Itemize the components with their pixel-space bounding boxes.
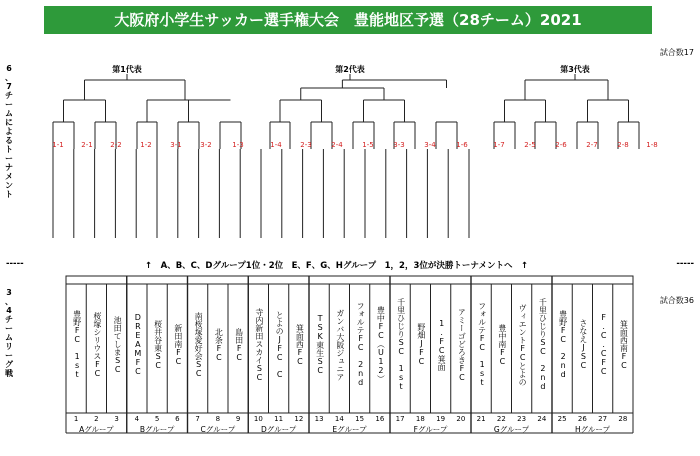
team-name: 豊野FC 1st <box>72 310 82 379</box>
slot-label: 1-2 <box>140 141 152 149</box>
slot-label: 3-1 <box>170 141 182 149</box>
team-number: 2 <box>94 415 99 423</box>
team-name: ヴィエントFCとよの <box>518 303 528 386</box>
team-name: さなえJSC <box>578 319 588 370</box>
slot-label: 3-2 <box>200 141 212 149</box>
team-number: 16 <box>375 415 385 423</box>
team-name: 桜井谷東SC <box>153 319 163 370</box>
team-name: とよのJFC C <box>275 310 285 379</box>
slot-label: 1-1 <box>52 141 64 149</box>
slot-label: 2-6 <box>555 141 567 149</box>
team-number: 28 <box>618 415 628 423</box>
team-name: 島田FC <box>234 327 244 362</box>
slot-label: 1-5 <box>362 141 374 149</box>
team-name: 豊中FC（U12） <box>376 306 386 383</box>
team-name: 南桜塚愛好会SC <box>194 311 204 378</box>
team-number: 8 <box>215 415 221 423</box>
team-name: 池田てしまSC <box>113 315 123 374</box>
slot-label: 3-4 <box>424 141 436 149</box>
slot-label: 2-4 <box>331 141 343 149</box>
group-label: Fグループ <box>413 425 448 434</box>
team-number: 3 <box>114 415 119 423</box>
team-number: 11 <box>274 415 284 423</box>
slot-label: 1-4 <box>270 141 282 149</box>
slot-label: 2-8 <box>617 141 629 149</box>
team-name: 野畑JFC <box>416 323 426 366</box>
team-name: 千里ひじりSC 1st <box>396 298 406 391</box>
slot-label: 1-8 <box>646 141 658 149</box>
team-number: 1 <box>73 415 79 423</box>
group-label: Hグループ <box>574 425 611 434</box>
group-label: Cグループ <box>200 425 236 434</box>
representative-1-label: 第1代表 <box>112 65 142 74</box>
team-name: フォルテFC 2nd <box>356 302 366 387</box>
team-name: 桜塚シリウスFC <box>92 311 102 378</box>
team-number: 6 <box>175 415 180 423</box>
slot-label: 2-5 <box>524 141 536 149</box>
slot-label: 2-7 <box>586 141 598 149</box>
team-name: DREAMFC <box>133 313 143 376</box>
team-name: 新田南FC <box>173 323 183 366</box>
team-number: 23 <box>517 415 527 423</box>
slot-label: 2-1 <box>81 141 93 149</box>
team-name: 北条FC <box>214 327 224 362</box>
team-name: 寺内新田スカイSC <box>254 307 264 382</box>
team-number: 15 <box>355 415 365 423</box>
team-number: 9 <box>235 415 241 423</box>
team-name: 1.FC箕面 <box>437 318 447 371</box>
team-number: 20 <box>456 415 466 423</box>
team-name: F.C.CFC <box>599 313 609 376</box>
group-label: Aグループ <box>79 425 114 434</box>
team-number: 19 <box>436 415 446 423</box>
team-number: 7 <box>195 415 200 423</box>
team-name: ガンバ大阪ジュニア <box>335 308 345 381</box>
team-name: アミーゴどろきFC <box>457 307 467 382</box>
tournament-section-label: 6 、 7 チ ー ム に よ る ト ー ナ メ ン ト <box>5 64 13 199</box>
team-number: 10 <box>253 415 263 423</box>
team-number: 22 <box>496 415 506 423</box>
slot-label: 1-7 <box>493 141 505 149</box>
representative-2-label: 第2代表 <box>335 65 365 74</box>
team-number: 25 <box>557 415 567 423</box>
team-number: 26 <box>577 415 587 423</box>
team-name: 箕面西南FC <box>619 319 629 370</box>
representative-3-label: 第3代表 <box>560 65 590 74</box>
league-section-label: 3 、 4 チ ー ム リ ー グ 戦 <box>5 288 13 378</box>
team-number: 14 <box>334 415 344 423</box>
slot-label: 2-2 <box>110 141 122 149</box>
team-name: 箕面西FC <box>295 323 305 366</box>
group-label: Dグループ <box>261 425 297 434</box>
slot-label: 2-3 <box>300 141 312 149</box>
top-match-count: 試合数17 <box>659 48 694 57</box>
page-title: 大阪府小学生サッカー選手権大会 豊能地区予選（28チーム）2021 <box>44 6 652 34</box>
group-label: Bグループ <box>139 425 175 434</box>
team-number: 12 <box>294 415 304 423</box>
team-number: 18 <box>415 415 425 423</box>
slot-label: 1-3 <box>232 141 244 149</box>
advancement-note <box>0 259 700 273</box>
team-name: 豊中南FC <box>497 323 507 366</box>
slot-label: 3-3 <box>393 141 405 149</box>
dashes-left: ----- <box>6 259 24 269</box>
team-number: 21 <box>476 415 486 423</box>
team-name: 豊野FC 2nd <box>558 310 568 379</box>
advancement-text: ↑ A、B、C、Dグループ1位・2位 E、F、G、Hグループ 1，2，3位が決勝トーナメントへ ↑ <box>145 261 529 271</box>
team-number: 27 <box>598 415 608 423</box>
group-label: Eグループ <box>332 425 367 434</box>
team-number: 4 <box>134 415 140 423</box>
team-name: フォルテFC 1st <box>477 302 487 387</box>
team-number: 24 <box>537 415 547 423</box>
team-number: 5 <box>154 415 160 423</box>
team-number: 17 <box>395 415 405 423</box>
group-label: Gグループ <box>493 425 530 434</box>
team-name: 千里ひじりSC 2nd <box>538 298 548 391</box>
slot-label: 1-6 <box>456 141 468 149</box>
dashes-right: ----- <box>676 259 694 269</box>
bottom-match-count: 試合数36 <box>659 296 694 305</box>
team-name: TSK東生SC <box>315 314 325 375</box>
team-number: 13 <box>314 415 324 423</box>
